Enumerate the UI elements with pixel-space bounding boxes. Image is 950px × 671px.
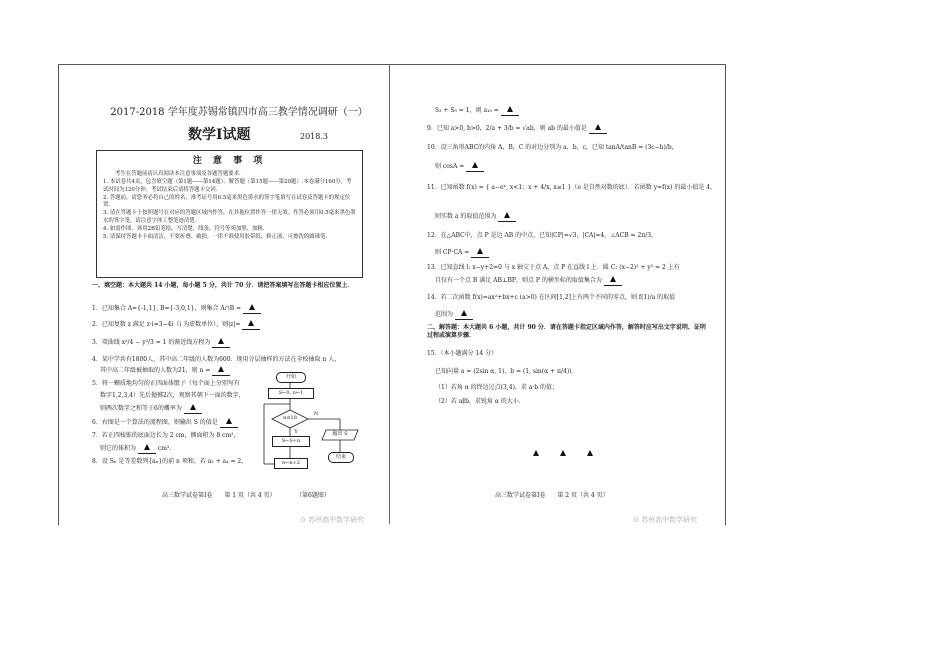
wechat-icon: ⊙ bbox=[300, 516, 306, 524]
flow-update-n: n←n+2 bbox=[274, 458, 308, 469]
question-14: 14．若二次函数 f(x)=ax²+bx+c (a>0) 在区间[1,2]上有两个不同的零点，则 f(1)/a 的取值 bbox=[427, 294, 676, 301]
question-8: 8．设 Sₙ 是等差数列{aₙ}的前 n 项和，若 a₂ + a₄ = 2， bbox=[92, 458, 248, 465]
question-15-line: 已知向量 a = (2sin α, 1)，b = (1, sin(α + π/4))． bbox=[435, 368, 578, 375]
triangle-icon bbox=[533, 450, 539, 456]
question-12: 12．在△ABC中，点 P 是边 AB 的中点，已知|CP|=√3，|CA|=4，∠ACB = 2π/3， bbox=[427, 232, 658, 239]
notice-item: 2. 答题前，请您务必将自己的姓名、准考证号用0.5毫米黑色墨水的签字笔填写在试卷及答题卡的规定位置. bbox=[103, 194, 351, 209]
question-4: 4．某中学共有1800人，其中高二年级的人数为600．现用分层抽样的方法在全校抽取 n 人， bbox=[92, 356, 341, 363]
question-5-cont: 数字1,2,3,4）先后抛掷2次，观察其朝下一面的数字， bbox=[100, 392, 245, 399]
flowchart bbox=[260, 372, 372, 486]
question-1: 1．已知集合 A={-1,1}, B={-3,0,1}，则集合 A∩B = bbox=[92, 304, 261, 314]
wechat-icon: ⊙ bbox=[633, 516, 639, 524]
question-14-cont: 范围为 bbox=[435, 310, 473, 320]
figure-caption: （第6题图） bbox=[296, 492, 330, 499]
end-marks bbox=[533, 450, 593, 456]
notice-box bbox=[96, 150, 363, 278]
section-solutions: 二、解答题：本大题共 6 小题，共计 90 分．请在答题卡指定区域内作答，解答时应写出文字说明、证明过程或演算步骤． bbox=[427, 324, 706, 340]
page-2-footer: 高三数学试卷第Ⅰ卷 第 2 页（共 4 页） bbox=[495, 492, 609, 499]
question-12-cont: 则 CP·CA = bbox=[435, 248, 489, 258]
question-6: 6．右图是一个算法的流程图，则输出 S 的值是 bbox=[92, 418, 238, 428]
flow-update-s: S←S+n bbox=[272, 436, 310, 447]
page-1-footer: 高三数学试卷第Ⅰ卷 第 1 页（共 4 页） bbox=[162, 492, 276, 499]
flow-output: 输出 S bbox=[332, 431, 348, 437]
notice-item: 1. 本试卷共4页，包含填空题（第1题——第14题）、解答题（第15题——第20题）.本卷满分160分，考试时间为120分钟。考试结束后请将答题卡交回. bbox=[103, 178, 352, 193]
notice-item: 5. 请保持答题卡卡面清洁，不要折叠、破损。一律不准使用胶带纸、修正液、可擦洗的圆珠笔. bbox=[103, 233, 328, 240]
notice-title: 注 意 事 项 bbox=[192, 156, 267, 166]
page-1 bbox=[70, 64, 382, 524]
question-10: 10．设三角形ABC的内角 A，B，C 的对边分别为 a，b，c，已知 tanA/tanB = (3c−b)/b， bbox=[427, 144, 678, 151]
question-5: 5．将一颗质地均匀的正四面体骰子（每个面上分别写有 bbox=[92, 380, 240, 387]
question-13-cont: 且仅有一个点 B 满足 AB⊥BP，则点 P 的横坐标的取值集合为 bbox=[435, 276, 622, 286]
notice-intro: 考生在答题前请认真阅读本注意事项及各题答题要求. bbox=[115, 171, 241, 178]
flow-yes-label: Y bbox=[294, 429, 298, 435]
triangle-icon bbox=[587, 450, 593, 456]
watermark-left: ⊙ 苏州高中数学研究 bbox=[300, 516, 365, 524]
notice-item: 4. 如需作图，须用2B铅笔绘、写清楚，线条、符号等须加黑、加粗. bbox=[103, 225, 265, 232]
question-13: 13．已知直线 l: x−y+2=0 与 x 轴交于点 A，点 P 在直线 l 上．圆 C: (x−2)² + y² = 2 上有 bbox=[427, 264, 680, 271]
flow-start: 开始 bbox=[276, 372, 306, 383]
question-15-head: 15．（本小题满分 14 分） bbox=[427, 350, 498, 357]
question-11-cont: 则实数 a 的取值范围为 bbox=[435, 212, 516, 222]
question-9: 9．已知 a>0, b>0，2/a + 3/b = √ab，则 ab 的最小值是 bbox=[427, 124, 607, 134]
question-10-cont: 则 cosA = bbox=[435, 162, 484, 172]
subject-title: 数学Ⅰ试题 bbox=[188, 127, 251, 143]
question-7-cont: 则它的体积为 cm³. bbox=[100, 444, 171, 454]
question-5-cont2: 则两次数字之和等于6的概率为 bbox=[100, 404, 202, 414]
question-7: 7．若正四棱锥的底面边长为 2 cm，侧面积为 8 cm²， bbox=[92, 432, 240, 439]
page-2 bbox=[415, 64, 715, 524]
question-11: 11．已知函数 f(x) = { a−eˣ, x<1；x + 4/x, x≥1 }（e 是自然对数的底）．若函数 y=f(x) 的最小值是 4， bbox=[427, 184, 717, 191]
flow-condition: n≤18 bbox=[283, 415, 297, 421]
question-4-cont: 其中高二年级被抽取的人数为21，则 n = bbox=[100, 366, 230, 376]
flow-end: 结束 bbox=[328, 452, 354, 463]
question-2: 2．已知复数 z 满足 z·i=3−4i（i 为虚数单位），则|z|= bbox=[92, 320, 260, 330]
watermark-right: ⊙ 苏州高中数学研究 bbox=[633, 516, 698, 524]
exam-date: 2018.3 bbox=[300, 132, 328, 141]
exam-title: 2017-2018 学年度苏锡常镇四市高三教学情况调研（一） bbox=[110, 107, 368, 118]
section-fill-blank: 一、填空题：本大题共 14 小题，每小题 5 分，共计 70 分．请把答案填写在答题卡相应位置上． bbox=[92, 282, 354, 289]
flow-init: S←0, n←1 bbox=[268, 388, 314, 399]
question-15-part1: （1）若角 α 的终边过点(3,4)，求 a·b 的值； bbox=[435, 384, 559, 391]
notice-item: 3. 请在答题卡上按照题号在对应的答题区域内作答，在其他位置作答一律无效。作答必须用0.5毫米黑色墨水的签字笔。请注意字体工整笔迹清楚. bbox=[103, 210, 356, 225]
question-3: 3．双曲线 x²/4 − y²/3 = 1 的渐近线方程为 bbox=[92, 338, 230, 348]
flow-no-label: N bbox=[313, 411, 319, 417]
question-8-cont: S₂ + S₅ = 1，则 a₁₀ = bbox=[435, 106, 519, 116]
page-divider bbox=[389, 64, 390, 524]
question-15-part2: （2）若 a∥b，求锐角 α 的大小． bbox=[435, 398, 525, 405]
triangle-icon bbox=[560, 450, 566, 456]
